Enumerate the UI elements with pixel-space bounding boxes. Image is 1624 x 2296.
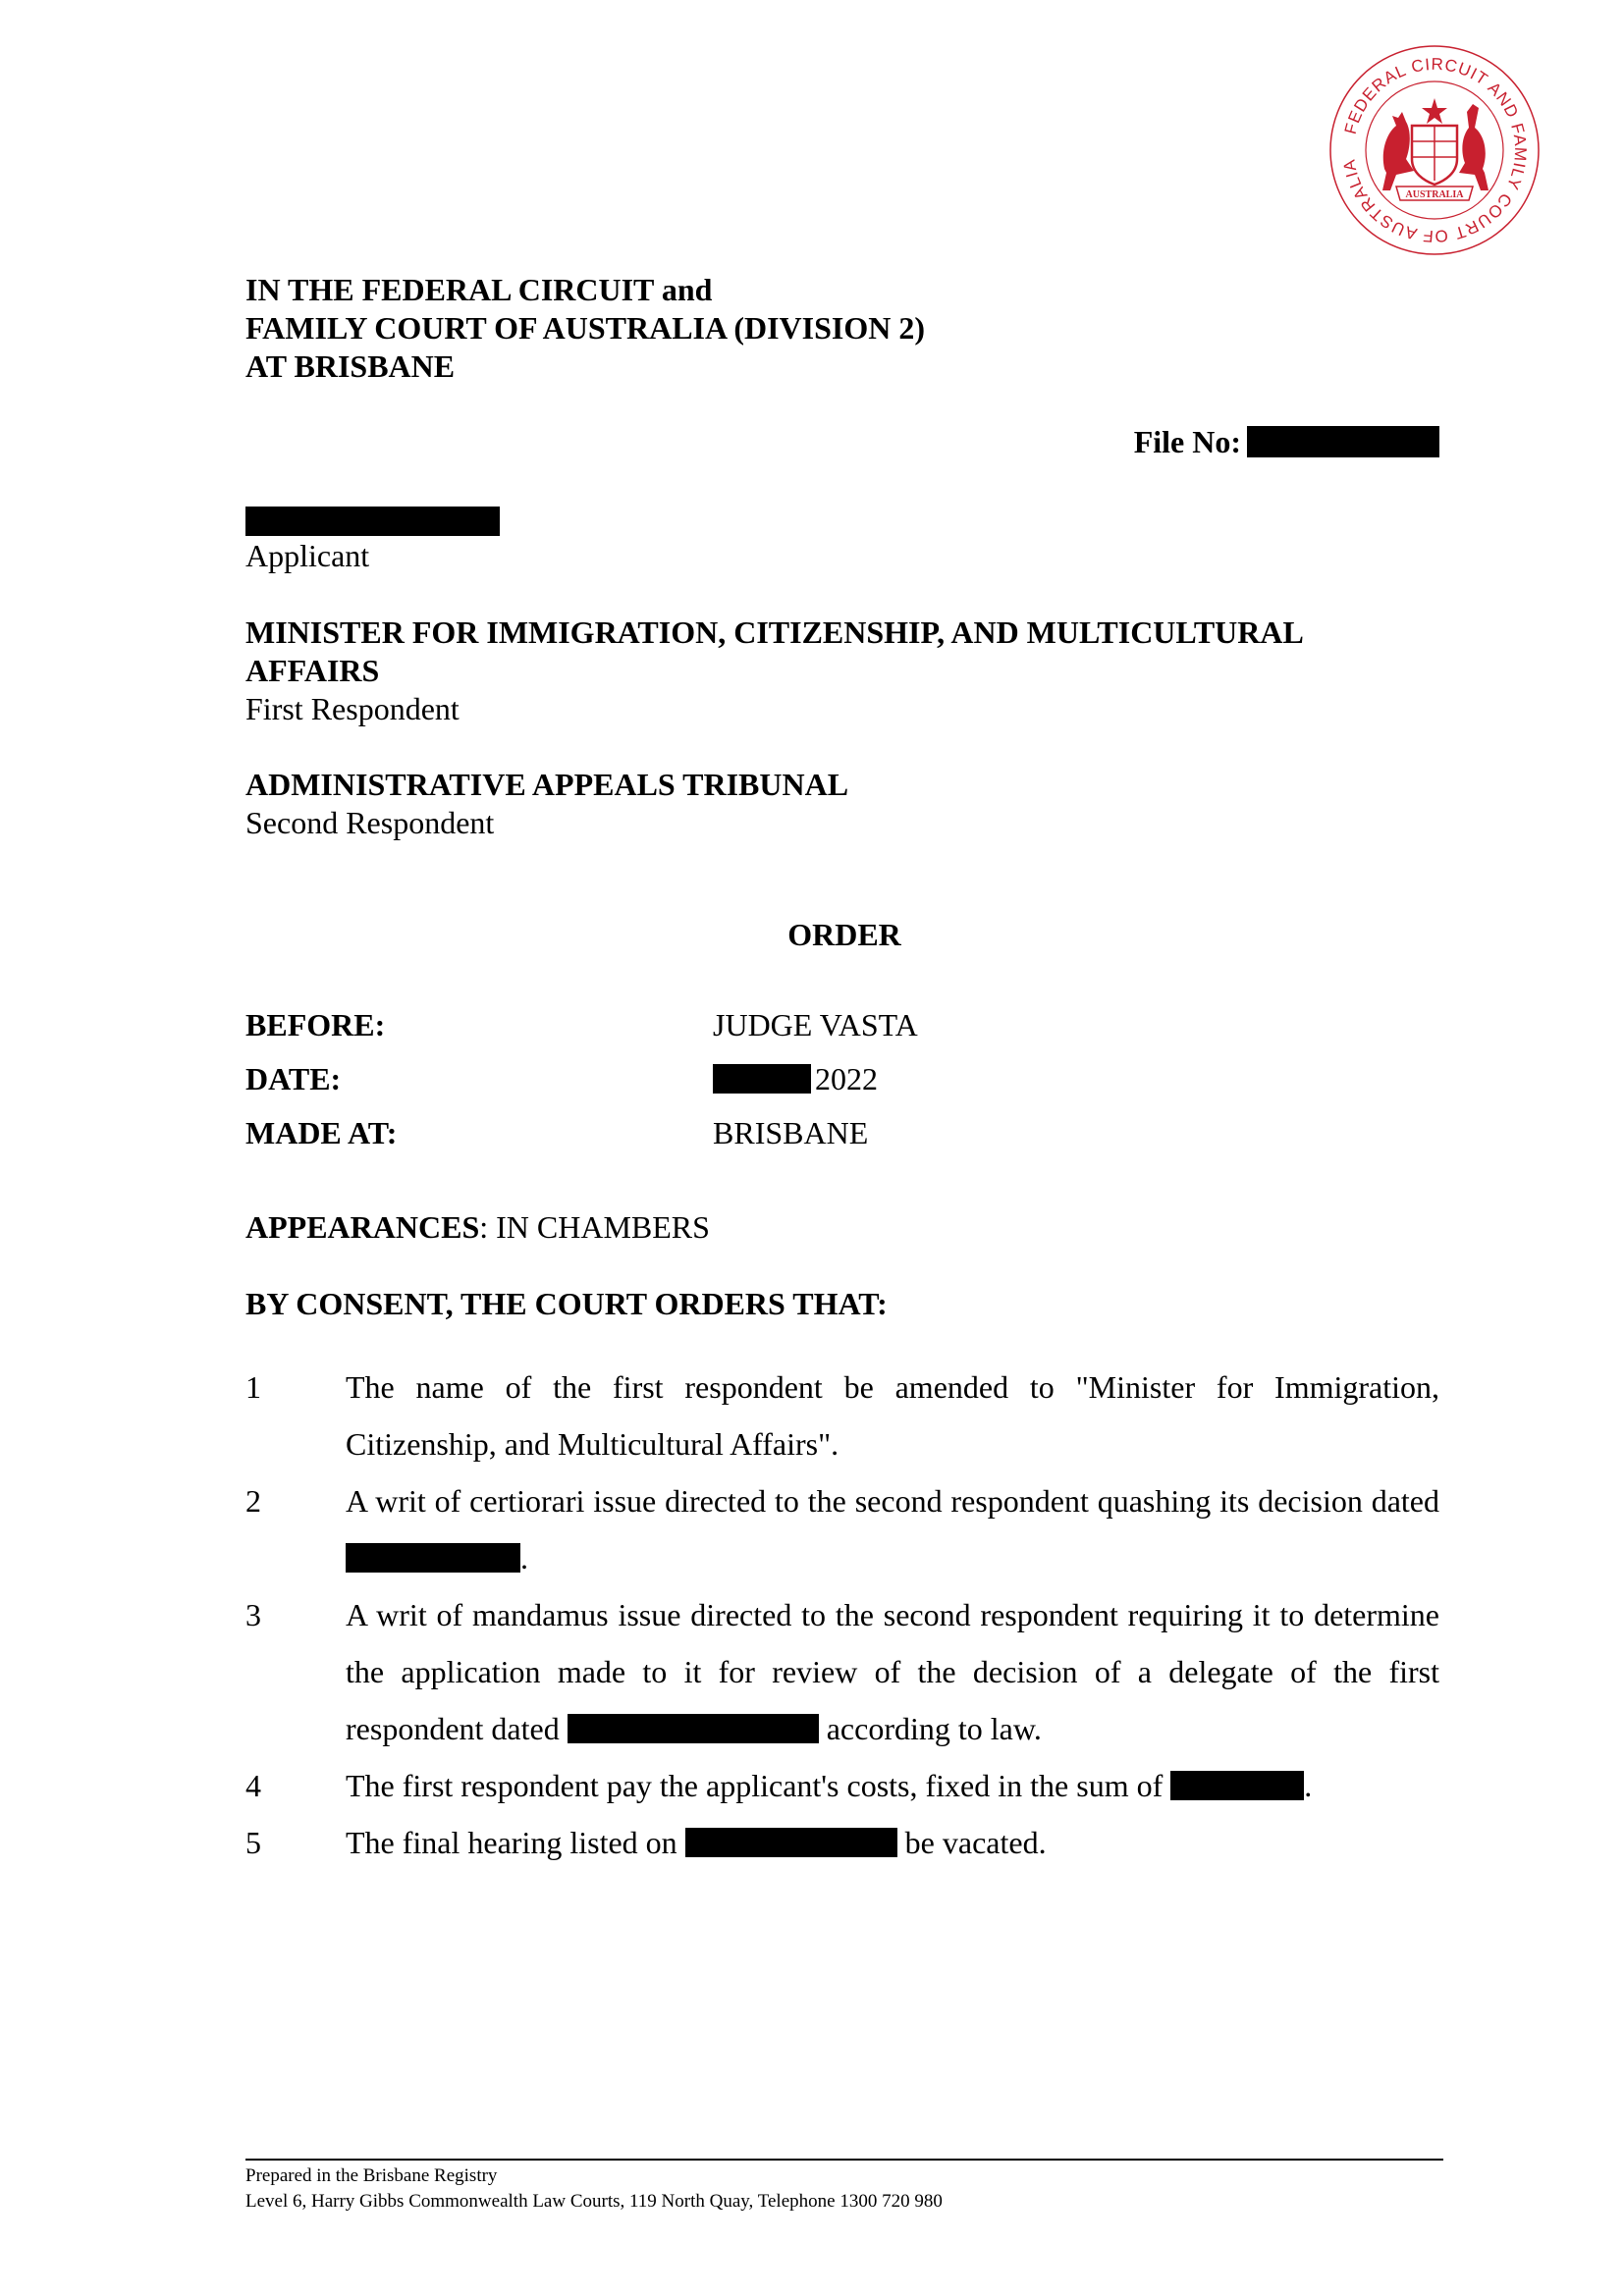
order-title: ORDER bbox=[787, 917, 901, 952]
heading-line-2: FAMILY COURT OF AUSTRALIA (DIVISION 2) bbox=[245, 310, 926, 346]
before-label: BEFORE: bbox=[245, 1007, 386, 1042]
order-text-after: be vacated. bbox=[904, 1825, 1047, 1860]
order-number: 1 bbox=[245, 1369, 261, 1405]
order-text: The name of the first respondent be amended to "Minister for Immigration, Citizenship, and Multicultural Affairs". bbox=[346, 1369, 1439, 1462]
order-text-before: The final hearing listed on bbox=[346, 1825, 677, 1860]
order-item bbox=[245, 1586, 1439, 1757]
appearances bbox=[245, 1209, 710, 1246]
order-number: 5 bbox=[245, 1825, 261, 1860]
order-item bbox=[245, 1814, 1439, 1871]
made-at-value: BRISBANE bbox=[713, 1115, 869, 1150]
second-respondent-block bbox=[245, 766, 848, 842]
appearances-value: : IN CHAMBERS bbox=[479, 1209, 710, 1245]
court-seal-icon bbox=[1327, 43, 1542, 257]
court-heading bbox=[245, 271, 925, 386]
file-number-label: File No: bbox=[1133, 424, 1241, 459]
order-text-after: according to law. bbox=[826, 1711, 1042, 1746]
applicant-name-redaction bbox=[245, 507, 500, 536]
second-respondent-role: Second Respondent bbox=[245, 805, 495, 840]
second-respondent-name: ADMINISTRATIVE APPEALS TRIBUNAL bbox=[245, 767, 849, 802]
order-text bbox=[346, 1814, 1439, 1871]
date-label: DATE: bbox=[245, 1061, 342, 1096]
order-text-before: The first respondent pay the applicant's costs, fixed in the sum of bbox=[346, 1768, 1164, 1803]
seal-ring-text: FEDERAL CIRCUIT AND FAMILY COURT OF AUSTRALIA bbox=[1339, 54, 1531, 246]
costs-amount-redaction bbox=[1170, 1771, 1304, 1800]
seal-kangaroo bbox=[1382, 112, 1414, 190]
heading-line-1: IN THE FEDERAL CIRCUIT and bbox=[245, 272, 713, 307]
decision-date-redaction bbox=[346, 1543, 520, 1573]
footer-divider bbox=[245, 2159, 1443, 2161]
footer-line-2: Level 6, Harry Gibbs Commonwealth Law Courts, 119 North Quay, Telephone 1300 720 980 bbox=[245, 2191, 943, 2212]
orders-list bbox=[245, 1359, 1439, 1871]
hearing-date-redaction bbox=[685, 1828, 897, 1857]
applicant-role: Applicant bbox=[245, 538, 370, 573]
date-value-wrapper bbox=[713, 1061, 878, 1097]
seal-star bbox=[1422, 98, 1447, 124]
first-respondent-name-line-2: AFFAIRS bbox=[245, 653, 380, 688]
order-text bbox=[346, 1472, 1439, 1586]
order-text-before: A writ of mandamus issue directed to the second respondent requiring it to determine the application made to it for review of the decision of a delegate of the first respondent dated bbox=[346, 1597, 1439, 1746]
order-number: 2 bbox=[245, 1483, 261, 1519]
order-text-before: A writ of certiorari issue directed to the second respondent quashing its decision dated bbox=[346, 1483, 1439, 1519]
order-text-after: . bbox=[520, 1540, 528, 1575]
seal-emu bbox=[1459, 104, 1489, 190]
first-respondent-name-line-1: MINISTER FOR IMMIGRATION, CITIZENSHIP, AND MULTICULTURAL bbox=[245, 614, 1304, 650]
order-number: 4 bbox=[245, 1768, 261, 1803]
made-at-label: MADE AT: bbox=[245, 1115, 398, 1150]
first-respondent-role: First Respondent bbox=[245, 691, 460, 726]
order-text bbox=[346, 1586, 1439, 1757]
heading-line-3: AT BRISBANE bbox=[245, 348, 456, 384]
footer-line-1: Prepared in the Brisbane Registry bbox=[245, 2165, 498, 2186]
order-number: 3 bbox=[245, 1597, 261, 1632]
order-text-after: . bbox=[1304, 1768, 1313, 1803]
date-value: 2022 bbox=[815, 1061, 878, 1096]
footer bbox=[245, 2163, 943, 2215]
consent-heading: BY CONSENT, THE COURT ORDERS THAT: bbox=[245, 1286, 888, 1321]
applicant-block bbox=[245, 537, 369, 575]
before-value: JUDGE VASTA bbox=[713, 1007, 918, 1042]
date-redaction bbox=[713, 1064, 811, 1094]
file-number-redaction bbox=[1247, 426, 1439, 457]
first-respondent-block bbox=[245, 614, 1304, 728]
appearances-label: APPEARANCES bbox=[245, 1209, 480, 1245]
delegate-decision-date-redaction bbox=[568, 1714, 819, 1743]
seal-banner-text: AUSTRALIA bbox=[1405, 189, 1464, 200]
order-item bbox=[245, 1359, 1439, 1472]
order-item bbox=[245, 1472, 1439, 1586]
order-text bbox=[346, 1757, 1439, 1814]
order-item bbox=[245, 1757, 1439, 1814]
file-number bbox=[1134, 424, 1439, 460]
